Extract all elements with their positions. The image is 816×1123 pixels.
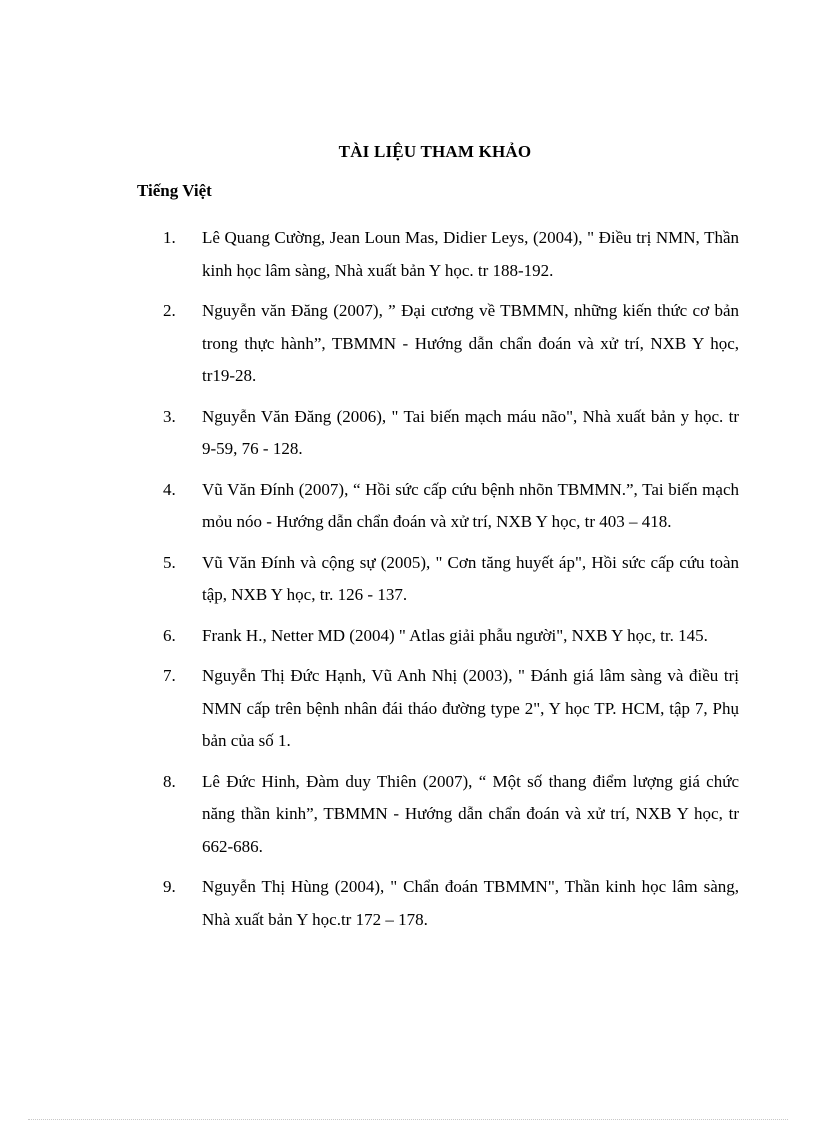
reference-text: Lê Quang Cường, Jean Loun Mas, Didier Leys, (2004), " Điều trị NMN, Thần kinh học lâm sàng, Nhà xuất bản Y học. tr 188-192. bbox=[202, 228, 739, 280]
reference-text: Nguyễn Văn Đăng (2006), " Tai biến mạch máu não", Nhà xuất bản y học. tr 9-59, 76 - 128. bbox=[202, 406, 739, 458]
reference-item bbox=[0, 620, 816, 653]
reference-number: 9. bbox=[163, 877, 176, 896]
reference-item bbox=[0, 547, 816, 612]
reference-number: 5. bbox=[163, 552, 176, 572]
reference-item bbox=[0, 660, 816, 758]
reference-item bbox=[0, 766, 816, 864]
reference-number: 1. bbox=[163, 228, 176, 247]
reference-item bbox=[0, 871, 816, 936]
reference-text: Nguyễn Thị Hùng (2004), " Chẩn đoán TBMMN", Thần kinh học lâm sàng, Nhà xuất bản Y học.tr 172 – 178. bbox=[202, 877, 739, 929]
reference-text: Lê Đức Hinh, Đàm duy Thiên (2007), “ Một số thang điểm lượng giá chức năng thần kinh”, TBMMN - Hướng dẫn chẩn đoán và xử trí, NXB Y học, tr 662-686. bbox=[202, 771, 739, 856]
reference-item bbox=[0, 295, 816, 393]
reference-text: Vũ Văn Đính và cộng sự (2005), " Cơn tăng huyết áp", Hồi sức cấp cứu toàn tập, NXB Y học, tr. 126 - 137. bbox=[202, 552, 739, 604]
reference-number: 3. bbox=[163, 406, 176, 426]
reference-item bbox=[0, 401, 816, 466]
reference-text: Nguyễn văn Đăng (2007), ” Đại cương về TBMMN, những kiến thức cơ bản trong thực hành”, TBMMN - Hướng dẫn chẩn đoán và xử trí, NXB Y học, tr19-28. bbox=[202, 301, 739, 385]
section-heading: Tiếng Việt bbox=[137, 181, 212, 200]
reference-list bbox=[0, 222, 816, 944]
page-title: TÀI LIỆU THAM KHẢO bbox=[338, 142, 532, 161]
page-bottom-divider bbox=[28, 1119, 788, 1120]
reference-item bbox=[0, 222, 816, 287]
reference-number: 8. bbox=[163, 771, 176, 791]
reference-number: 6. bbox=[163, 625, 176, 645]
reference-text: Vũ Văn Đính (2007), “ Hồi sức cấp cứu bệnh nhõn TBMMN.”, Tai biến mạch mỏu nóo - Hướng dẫn chẩn đoán và xử trí, NXB Y học, tr 403 – 418. bbox=[202, 479, 739, 531]
reference-number: 4. bbox=[163, 479, 176, 499]
reference-item bbox=[0, 474, 816, 539]
reference-text: Frank H., Netter MD (2004) " Atlas giải phẫu người", NXB Y học, tr. 145. bbox=[202, 625, 708, 645]
reference-number: 7. bbox=[163, 666, 176, 685]
reference-number: 2. bbox=[163, 301, 176, 320]
reference-text: Nguyễn Thị Đức Hạnh, Vũ Anh Nhị (2003), " Đánh giá lâm sàng và điều trị NMN cấp trên bệnh nhân đái tháo đường type 2", Y học TP. HCM, tập 7, Phụ bản của số 1. bbox=[202, 666, 739, 750]
